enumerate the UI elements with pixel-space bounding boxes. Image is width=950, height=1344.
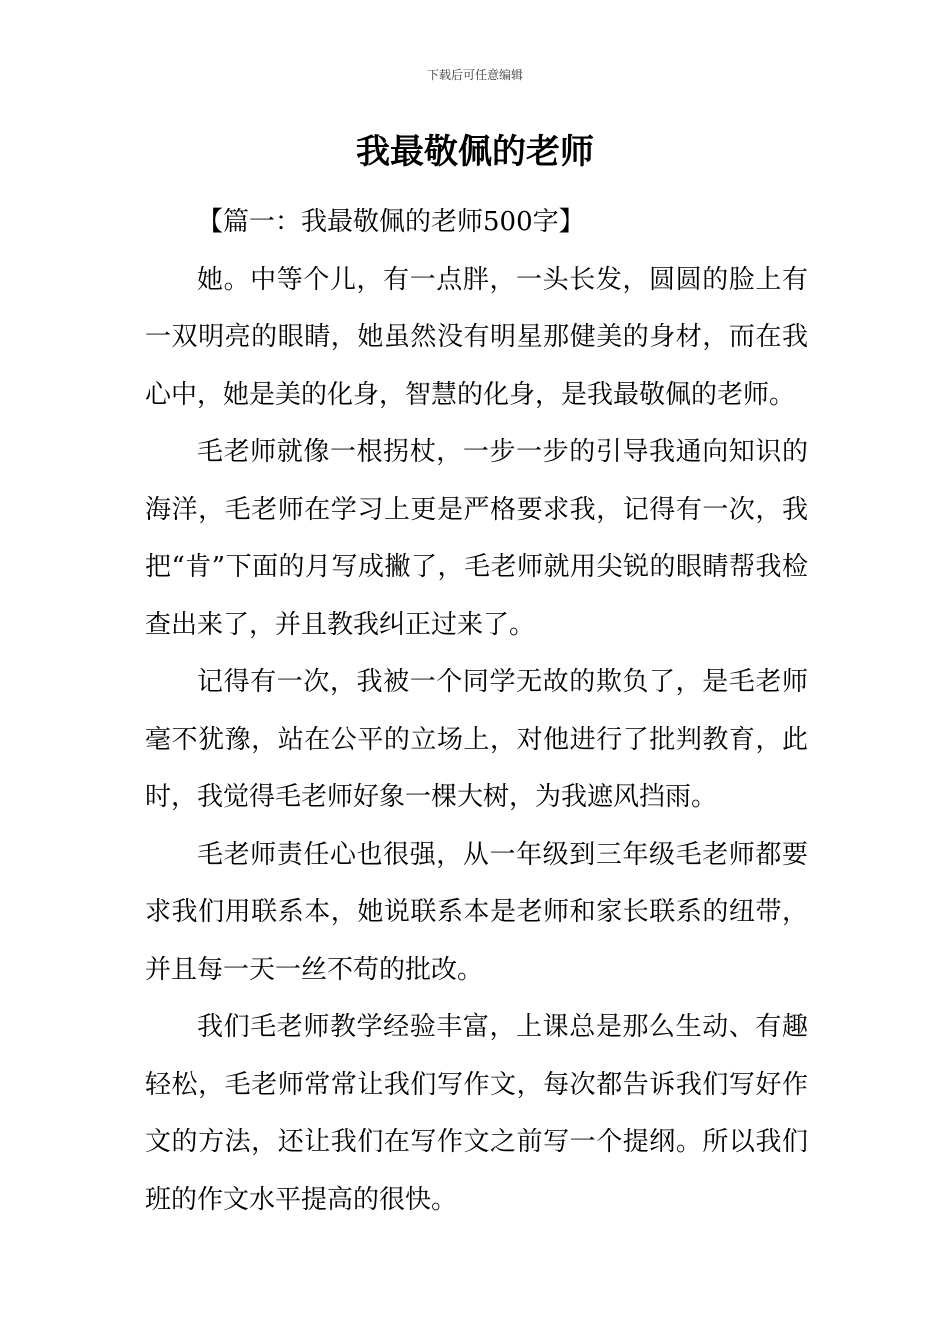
document-title: 我最敬佩的老师: [356, 132, 594, 172]
document-body: [145, 194, 808, 1229]
paragraph: 记得有一次，我被一个同学无故的欺负了，是毛老师毫不犹豫，站在公平的立场上，对他进行了批判教育，此时，我觉得毛老师好象一棵大树，为我遮风挡雨。: [145, 667, 808, 812]
section-heading: 【篇一：我最敬佩的老师500字】: [197, 207, 585, 237]
paragraph: 她。中等个儿，有一点胖，一头长发，圆圆的脸上有一双明亮的眼睛，她虽然没有明星那健美的身材，而在我心中，她是美的化身，智慧的化身，是我最敬佩的老师。: [145, 264, 808, 410]
paragraph: 毛老师就像一根拐杖，一步一步的引导我通向知识的海洋，毛老师在学习上更是严格要求我，记得有一次，我把“肯”下面的月写成撇了，毛老师就用尖锐的眼睛帮我检查出来了，并且教我纠正过来了。: [145, 437, 808, 640]
page-header-note: 下载后可任意编辑: [426, 68, 523, 82]
paragraph: 毛老师责任心也很强，从一年级到三年级毛老师都要求我们用联系本，她说联系本是老师和家长联系的纽带，并且每一天一丝不苟的批改。: [145, 839, 808, 985]
paragraph: 我们毛老师教学经验丰富，上课总是那么生动、有趣轻松，毛老师常常让我们写作文，每次都告诉我们写好作文的方法，还让我们在写作文之前写一个提纲。所以我们班的作文水平提高的很快。: [145, 1012, 808, 1215]
